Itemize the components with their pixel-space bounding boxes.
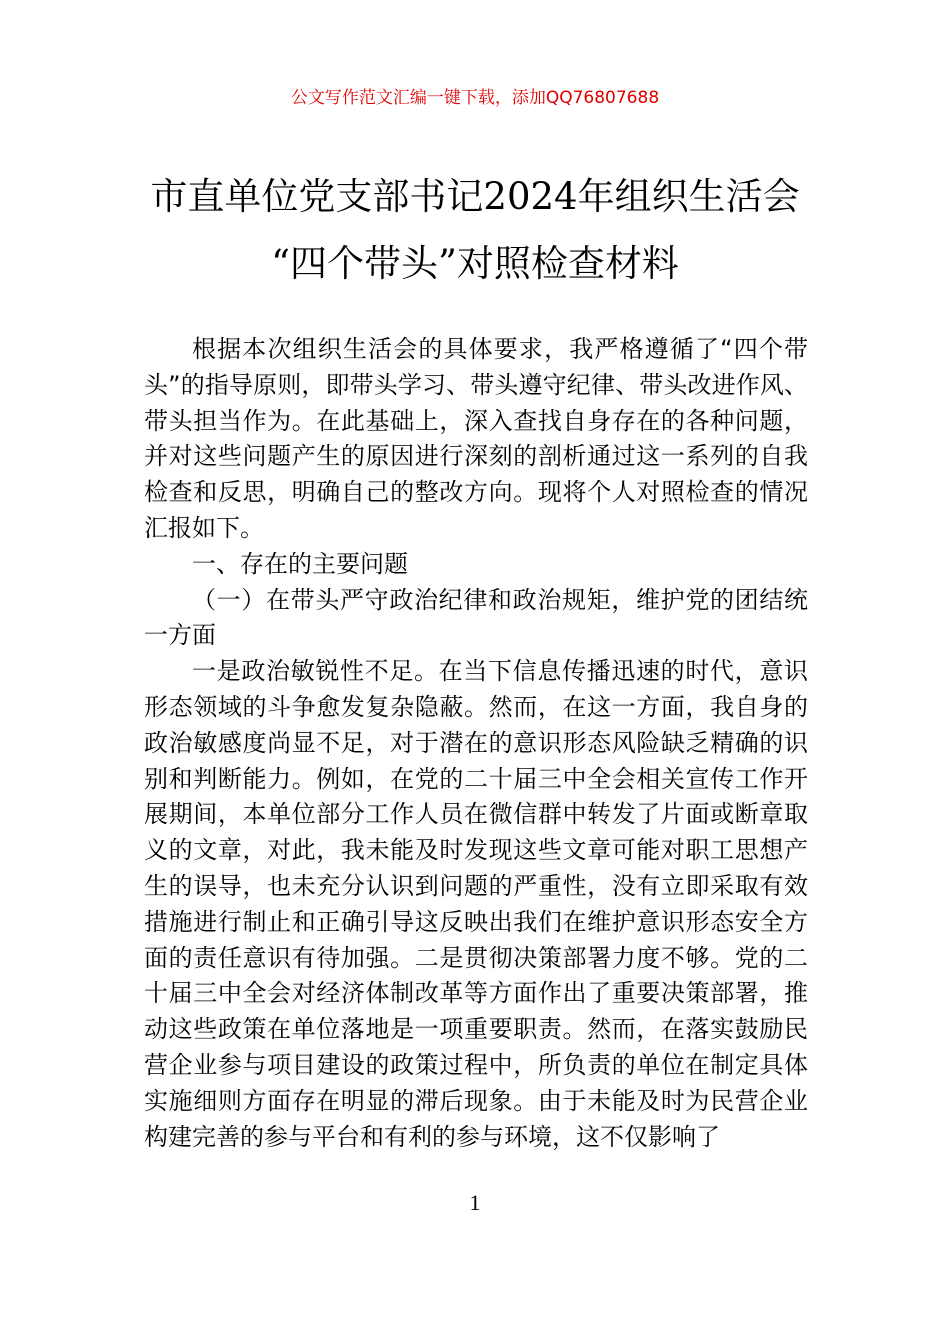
page-number: 1 bbox=[469, 1190, 481, 1215]
document-body bbox=[144, 332, 808, 1155]
document-title-line-2: “四个带头”对照检查材料 bbox=[271, 242, 679, 285]
body-paragraph: 一是政治敏锐性不足。在当下信息传播迅速的时代，意识形态领域的斗争愈发复杂隐蔽。然而，在这一方面，我自身的政治敏感度尚显不足，对于潜在的意识形态风险缺乏精确的识别和判断能力。例如，在党的二十届三中全会相关宣传工作开展期间，本单位部分工作人员在微信群中转发了片面或断章取义的文章，对此，我未能及时发现这些文章可能对职工思想产生的误导，也未充分认识到问题的严重性，没有立即采取有效措施进行制止和正确引导这反映出我们在维护意识形态安全方面的责任意识有待加强。二是贯彻决策部署力度不够。党的二十届三中全会对经济体制改革等方面作出了重要决策部署，推动这些政策在单位落地是一项重要职责。然而，在落实鼓励民营企业参与项目建设的政策过程中，所负责的单位在制定具体实施细则方面存在明显的滞后现象。由于未能及时为民营企业构建完善的参与平台和有利的参与环境，这不仅影响了 bbox=[144, 657, 808, 1151]
document-title-line-1: 市直单位党支部书记2024年组织生活会 bbox=[150, 175, 800, 218]
download-ad-link[interactable]: 公文写作范文汇编一键下载，添加QQ76807688 bbox=[290, 88, 660, 108]
subsection-heading: （一）在带头严守政治纪律和政治规矩，维护党的团结统一方面 bbox=[144, 585, 808, 650]
section-heading: 一、存在的主要问题 bbox=[192, 549, 408, 578]
intro-paragraph: 根据本次组织生活会的具体要求，我严格遵循了“四个带头”的指导原则，即带头学习、带头遵守纪律、带头改进作风、带头担当作为。在此基础上，深入查找自身存在的各种问题，并对这些问题产生的原因进行深刻的剖析通过这一系列的自我检查和反思，明确自己的整改方向。现将个人对照检查的情况汇报如下。 bbox=[144, 335, 808, 542]
